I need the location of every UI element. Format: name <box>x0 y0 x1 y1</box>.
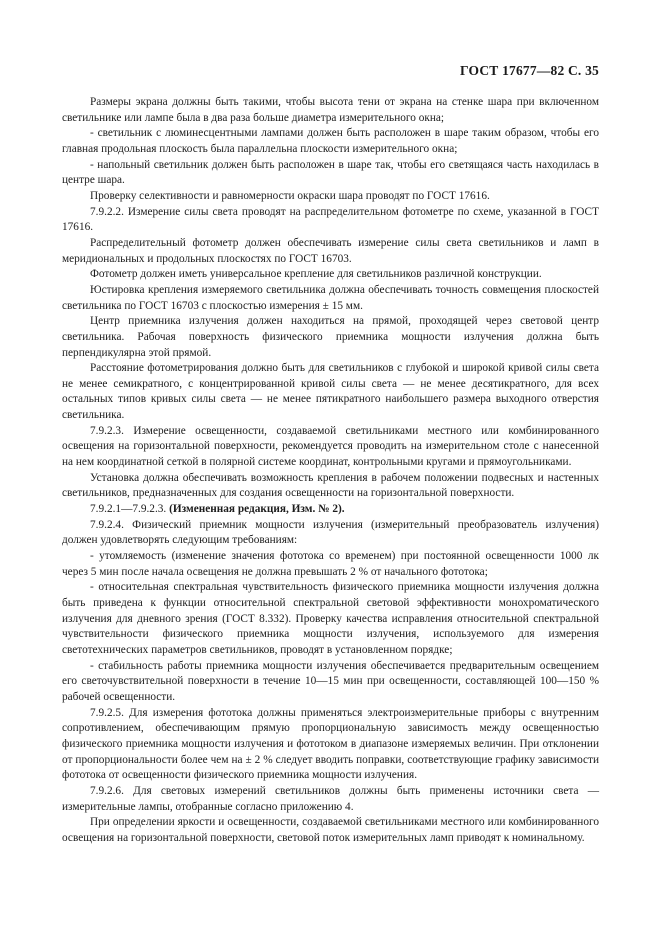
amendment-note <box>62 502 599 518</box>
amendment-prefix: 7.9.2.1—7.9.2.3. <box>90 503 170 516</box>
paragraph: 7.9.2.2. Измерение силы света проводят на распределительном фотометре по схеме, указанной в ГОСТ 17616. <box>62 205 599 234</box>
paragraph: 7.9.2.5. Для измерения фототока должны применяться электроизмерительные приборы с внутренним сопротивлением, обеспечивающим прямую пропорциональную зависимость между освещенностью физического приемника мощности излучения и фототоком в диапазоне измеряемых величин. При отклонении от пропорциональности более чем на ± 2 % следует вводить поправки, соответствующие графику зависимости фототока от освещенности физического приемника мощности излучения. <box>62 706 599 782</box>
paragraph: - светильник с люминесцентными лампами должен быть расположен в шаре таким образом, чтобы его главная продольная плоскость была параллельна плоскости измерительного окна; <box>62 127 599 155</box>
paragraph: Установка должна обеспечивать возможность крепления в рабочем положении подвесных и настенных светильников, предназначенных для создания освещенности на горизонтальной поверхности. <box>62 471 599 500</box>
paragraph: - напольный светильник должен быть расположен в шаре так, чтобы его светящаяся часть находилась в центре шара. <box>62 158 599 187</box>
paragraph: Центр приемника излучения должен находиться на прямой, проходящей через световой центр светильника. Рабочая поверхность физического приемника мощности излучения должна быть перпендикулярна этой прямой. <box>62 315 599 359</box>
paragraph: Фотометр должен иметь универсальное крепление для светильников различной конструкции. <box>90 268 542 281</box>
paragraph: Расстояние фотометрирования должно быть для светильников с глубокой и широкой кривой силы света не менее семикратного, с концентрированной кривой силы света — не менее десятикратного, для всех остальных типов кривых силы света — не менее пятикратного наибольшего размера выходного отверстия светильника. <box>62 362 599 422</box>
document-body <box>62 95 599 847</box>
paragraph: При определении яркости и освещенности, создаваемой светильниками местного или комбинированного освещения на горизонтальной поверхности, световой поток измерительных ламп приводят к номинальному. <box>62 816 599 844</box>
paragraph: - относительная спектральная чувствительность физического приемника мощности излучения должна быть приведена к функции относительной спектральной световой эффективности монохроматического излучения для дневного зрения (ГОСТ 8.332). Проверку качества исправления относительной спектральной чувствительности физического приемника мощности излучения, используемого для измерения светотехнических параметров светильников, проводят в установленном порядке; <box>62 581 599 656</box>
paragraph: 7.9.2.4. Физический приемник мощности излучения (измерительный преобразователь излучения) должен удовлетворять следующим требованиям: <box>62 518 599 547</box>
paragraph: Проверку селективности и равномерности окраски шара проводят по ГОСТ 17616. <box>90 189 490 202</box>
paragraph: Юстировка крепления измеряемого светильника должна обеспечивать точность совмещения плоскостей светильника по ГОСТ 16703 с плоскостью измерения ± 15 мм. <box>62 283 599 312</box>
paragraph: Распределительный фотометр должен обеспечивать измерение силы света светильников и ламп в меридиональных и продольных плоскостях по ГОСТ 16703. <box>62 236 599 265</box>
page-header: ГОСТ 17677—82 С. 35 <box>460 63 599 78</box>
amendment-bold: (Измененная редакция, Изм. № 2). <box>169 503 345 516</box>
paragraph: 7.9.2.6. Для световых измерений светильников должны быть применены источники света — измерительные лампы, отобранные согласно приложению 4. <box>62 784 599 813</box>
paragraph: Размеры экрана должны быть такими, чтобы высота тени от экрана на стенке шара при включенном светильнике или лампе была в два раза больше диаметра измерительного окна; <box>62 96 599 124</box>
paragraph: 7.9.2.3. Измерение освещенности, создаваемой светильниками местного или комбинированного освещения на горизонтальной поверхности, рекомендуется проводить на измерительном столе с нанесенной на нем координатной сеткой в полярной системе координат, контрольными кругами и прямоугольниками. <box>62 424 599 469</box>
paragraph: - стабильность работы приемника мощности излучения обеспечивается предварительным освещением его светочувствительной поверхности в течение 10—15 мин при освещенности, составляющей 100—150 % рабочей освещенности. <box>62 659 599 703</box>
paragraph: - утомляемость (изменение значения фототока со временем) при постоянной освещенности 1000 лк через 5 мин после начала освещения не должна превышать 2 % от начального фототока; <box>62 550 599 578</box>
